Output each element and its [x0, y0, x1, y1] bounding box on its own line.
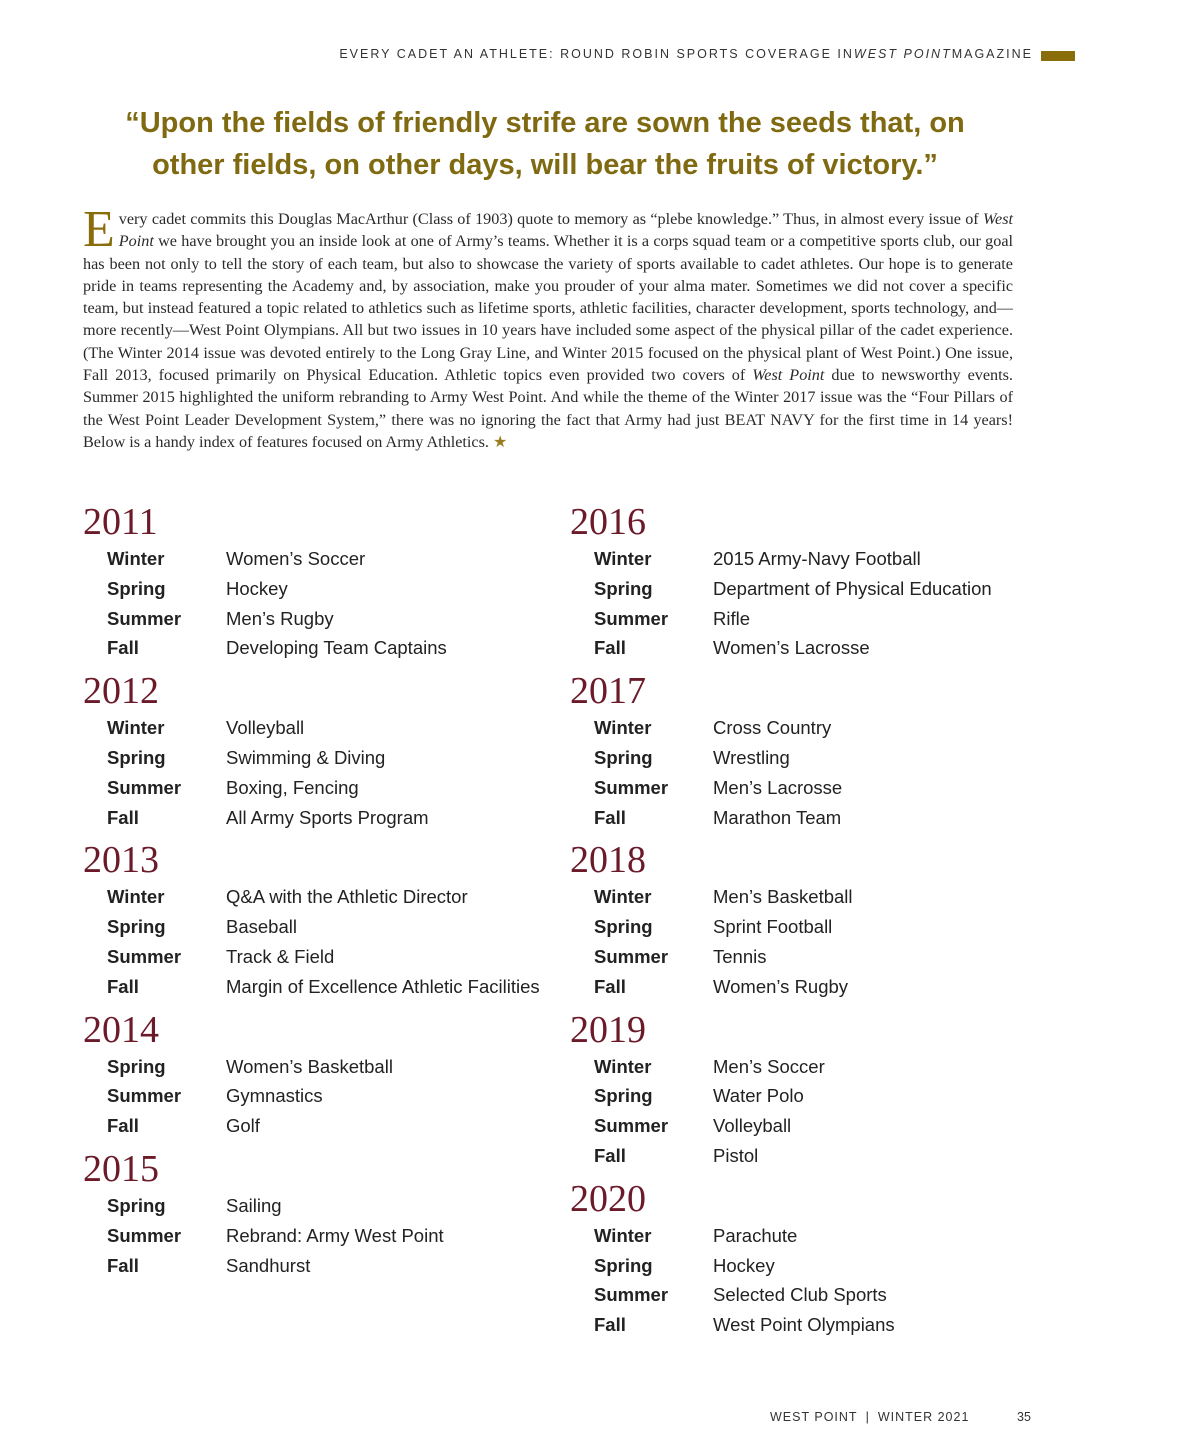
intro-text-1: very cadet commits this Douglas MacArthur (Class of 1903) quote to memory as “plebe knowledge.” Thus, in almost every issue of: [118, 210, 984, 228]
entry-season: Spring: [107, 577, 166, 599]
index-entry: [83, 882, 563, 912]
entry-season: Fall: [594, 1314, 626, 1336]
entry-topic: Men’s Soccer: [713, 1055, 825, 1077]
year-heading: 2014: [83, 1008, 159, 1051]
entry-season: Fall: [594, 1144, 626, 1166]
index-entry: [570, 1251, 1050, 1281]
index-entry: [570, 1141, 1050, 1171]
intro-text-2: we have brought you an inside look at one of Army’s teams. Whether it is a corps squad team or a competitive sports club, our goal has been not only to tell the story of each team, but also to showcase the variety of sports available to cadet athletes. Our hope is to generate pride in teams representing the Academy and, by association, make you prouder of your alma mater. Sometimes we did not cover a specific team, but instead featured a topic related to athletics such as lifetime sports, athletic facilities, character development, sports technology, and—more recently—West Point Olympians. All but two issues in 10 years have included some aspect of the physical pillar of the cadet experience. (The Winter 2014 issue was devoted entirely to the Long Gray Line, and Winter 2015 focused on the physical plant of West Point.) One issue, Fall 2013, focused primarily on Physical Education. Athletic topics even provided two covers of: [83, 232, 1013, 385]
entry-season: Winter: [594, 717, 652, 739]
year-block: [83, 1147, 563, 1280]
entry-topic: Marathon Team: [713, 806, 842, 828]
index-entry: [570, 882, 1050, 912]
entry-season: Winter: [107, 717, 165, 739]
year-block: [570, 669, 1050, 832]
entry-season: Summer: [594, 1284, 669, 1306]
index-entry: [83, 1221, 563, 1251]
header-text: EVERY CADET AN ATHLETE: ROUND ROBIN SPORTS COVERAGE IN: [339, 47, 854, 61]
index-entry: [570, 912, 1050, 942]
intro-italic-2: West Point: [752, 366, 825, 385]
year-block: [83, 500, 563, 663]
entry-topic: Cross Country: [713, 717, 832, 739]
quote-line-2: other fields, on other days, will bear the fruits of victory.”: [152, 149, 938, 181]
entry-season: Summer: [594, 776, 669, 798]
entry-topic: Women’s Lacrosse: [713, 637, 870, 659]
index-entry: [83, 803, 563, 833]
entry-topic: Parachute: [713, 1224, 798, 1246]
footer-issue: WINTER 2021: [877, 1410, 970, 1424]
year-heading: 2017: [570, 670, 646, 713]
entry-season: Summer: [107, 945, 182, 967]
index-entry: [83, 574, 563, 604]
entry-season: Winter: [594, 1224, 652, 1246]
entry-season: Fall: [594, 806, 626, 828]
year-block: [570, 500, 1050, 663]
index-entry: [83, 1111, 563, 1141]
entry-topic: Pistol: [713, 1144, 759, 1166]
year-heading: 2018: [570, 839, 646, 882]
entry-season: Spring: [594, 746, 653, 768]
entry-topic: Men’s Lacrosse: [713, 776, 843, 798]
index-entry: [570, 1111, 1050, 1141]
entry-topic: Q&A with the Athletic Director: [226, 886, 468, 908]
entry-topic: Rifle: [713, 607, 751, 629]
entry-season: Winter: [107, 886, 165, 908]
entry-topic: Sprint Football: [713, 916, 833, 938]
index-entry: [83, 1251, 563, 1281]
index-column-left: [83, 500, 563, 1286]
year-block: [83, 669, 563, 832]
entry-topic: Volleyball: [713, 1115, 792, 1137]
index-entry: [83, 713, 563, 743]
index-entry: [83, 942, 563, 972]
year-heading: 2011: [83, 501, 158, 543]
year-block: [570, 1008, 1050, 1171]
footer-publication: WEST POINT: [770, 1410, 858, 1424]
entry-topic: Track & Field: [226, 945, 335, 967]
entry-season: Summer: [594, 607, 669, 629]
index-entry: [83, 972, 563, 1002]
year-heading: 2020: [570, 1177, 646, 1220]
year-block: [570, 1177, 1050, 1340]
entry-season: Spring: [107, 1055, 166, 1077]
index-entry: [570, 1052, 1050, 1082]
entry-topic: Women’s Soccer: [226, 548, 366, 569]
index-entry: [570, 1081, 1050, 1111]
entry-season: Fall: [107, 637, 139, 659]
year-heading: 2019: [570, 1008, 646, 1051]
index-entry: [83, 1191, 563, 1221]
index-entry: [570, 773, 1050, 803]
header-text-end: MAGAZINE: [951, 47, 1033, 61]
entry-season: Spring: [107, 916, 166, 938]
entry-season: Winter: [594, 886, 652, 908]
year-block: [83, 1008, 563, 1141]
entry-topic: 2015 Army-Navy Football: [713, 548, 921, 569]
quote-line-1: “Upon the fields of friendly strife are sown the seeds that, on: [125, 107, 965, 139]
entry-season: Winter: [594, 548, 652, 569]
star-icon: ★: [493, 433, 508, 451]
year-heading: 2012: [83, 670, 159, 713]
entry-topic: Swimming & Diving: [226, 746, 386, 768]
year-heading: 2015: [83, 1147, 159, 1190]
entry-season: Fall: [107, 975, 139, 997]
intro-text-3: due to newsworthy events. Summer 2015 highlighted the uniform rebranding to Army West Point. And while the theme of the Winter 2017 issue was the “Four Pillars of the West Point Leader Development System,” there was no ignoring the fact that Army had just BEAT NAVY for the first time in 14 years! Below is a handy index of features focused on Army Athletics.: [83, 366, 1013, 451]
intro-paragraph: [83, 201, 1013, 454]
index-entry: [570, 633, 1050, 663]
footer-separator: |: [865, 1410, 870, 1424]
entry-topic: Gymnastics: [226, 1085, 323, 1107]
index-entry: [570, 713, 1050, 743]
pull-quote: [95, 102, 995, 186]
entry-topic: Men’s Basketball: [713, 886, 853, 908]
entry-season: Spring: [594, 577, 653, 599]
index-entry: [83, 544, 563, 574]
index-entry: [570, 544, 1050, 574]
entry-topic: Selected Club Sports: [713, 1284, 887, 1306]
header-magazine-name: WEST POINT: [853, 47, 952, 61]
index-entry: [83, 1081, 563, 1111]
entry-topic: Sandhurst: [226, 1254, 311, 1276]
index-entry: [83, 1052, 563, 1082]
entry-season: Spring: [107, 746, 166, 768]
entry-topic: Hockey: [713, 1254, 775, 1276]
header-accent-bar: [1041, 51, 1075, 61]
year-heading: 2016: [570, 501, 646, 543]
entry-topic: Golf: [226, 1115, 260, 1137]
index-entry: [570, 1310, 1050, 1340]
entry-season: Summer: [594, 945, 669, 967]
entry-season: Fall: [107, 806, 139, 828]
entry-season: Winter: [594, 1055, 652, 1077]
entry-topic: Tennis: [713, 945, 767, 967]
index-entry: [83, 773, 563, 803]
entry-season: Spring: [594, 1254, 653, 1276]
year-block: [570, 838, 1050, 1001]
entry-season: Spring: [594, 1085, 653, 1107]
index-column-right: [570, 500, 1050, 1346]
index-entry: [570, 942, 1050, 972]
index-entry: [570, 803, 1050, 833]
entry-topic: Rebrand: Army West Point: [226, 1224, 444, 1246]
index-entry: [83, 912, 563, 942]
index-entry: [83, 633, 563, 663]
entry-topic: Wrestling: [713, 746, 790, 768]
entry-topic: Water Polo: [713, 1085, 804, 1107]
entry-topic: Women’s Rugby: [713, 975, 849, 997]
index-entry: [570, 1280, 1050, 1310]
entry-season: Fall: [594, 637, 626, 659]
drop-cap: E: [83, 201, 115, 258]
entry-season: Spring: [594, 916, 653, 938]
entry-topic: Volleyball: [226, 717, 305, 739]
entry-topic: Sailing: [226, 1194, 282, 1216]
entry-topic: Department of Physical Education: [713, 577, 992, 599]
index-entry: [83, 743, 563, 773]
index-entry: [570, 743, 1050, 773]
index-entry: [83, 604, 563, 634]
running-header: [339, 47, 1033, 61]
entry-season: Fall: [107, 1115, 139, 1137]
entry-topic: All Army Sports Program: [226, 806, 429, 828]
entry-season: Summer: [594, 1115, 669, 1137]
entry-topic: Women’s Basketball: [226, 1055, 393, 1077]
entry-topic: Baseball: [226, 916, 297, 938]
page-number: 35: [1017, 1410, 1031, 1424]
entry-topic: Hockey: [226, 577, 288, 599]
entry-topic: Boxing, Fencing: [226, 776, 359, 798]
entry-season: Summer: [107, 1085, 182, 1107]
entry-season: Summer: [107, 776, 182, 798]
entry-season: Spring: [107, 1194, 166, 1216]
entry-season: Fall: [594, 975, 626, 997]
page-footer: [770, 1410, 969, 1424]
index-entry: [570, 574, 1050, 604]
entry-season: Fall: [107, 1254, 139, 1276]
entry-season: Summer: [107, 607, 182, 629]
entry-topic: Men’s Rugby: [226, 607, 334, 629]
entry-season: Summer: [107, 1224, 182, 1246]
entry-topic: Developing Team Captains: [226, 637, 447, 659]
entry-season: Winter: [107, 548, 165, 569]
intro-italic-1: West Point: [118, 210, 1013, 251]
year-heading: 2013: [83, 839, 159, 882]
entry-topic: West Point Olympians: [713, 1314, 895, 1336]
year-block: [83, 838, 563, 1001]
index-entry: [570, 604, 1050, 634]
index-entry: [570, 1221, 1050, 1251]
index-entry: [570, 972, 1050, 1002]
entry-topic: Margin of Excellence Athletic Facilities: [226, 975, 540, 997]
